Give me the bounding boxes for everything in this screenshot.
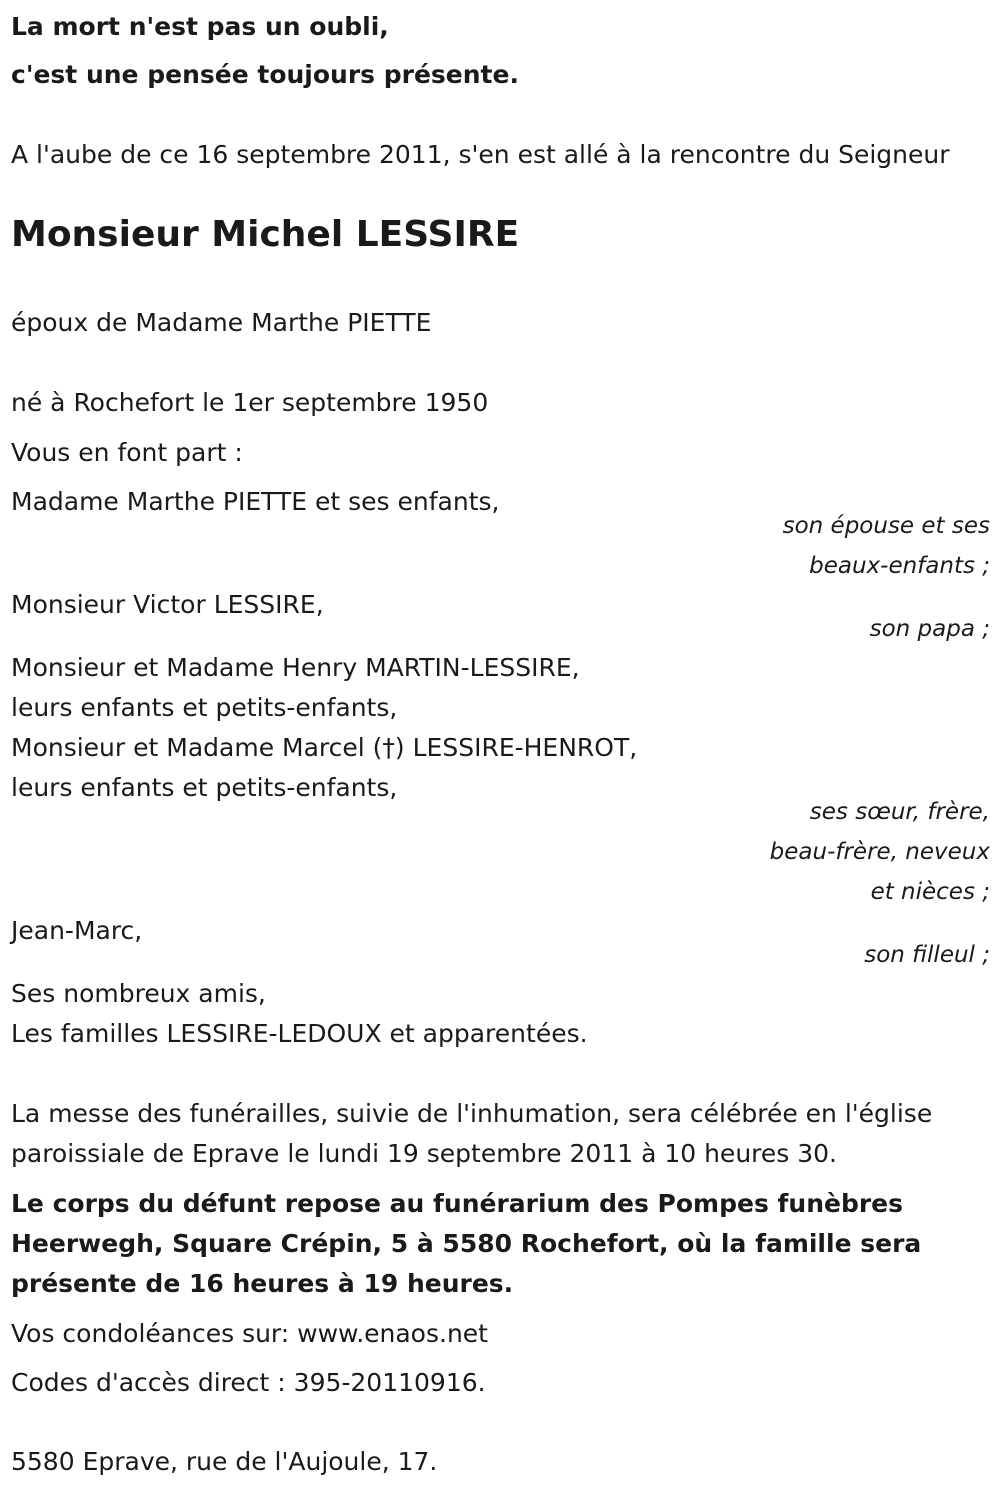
- family-father: Monsieur Victor LESSIRE,: [11, 590, 324, 619]
- family-relatives: Les familles LESSIRE-LEDOUX et apparentées.: [11, 1019, 588, 1048]
- relation-spouse-1: son épouse et ses: [782, 513, 990, 539]
- intro-text: A l'aube de ce 16 septembre 2011, s'en est allé à la rencontre du Seigneur: [11, 140, 950, 169]
- relation-siblings-2: beau-frère, neveux: [769, 839, 990, 865]
- family-sibling-1: Monsieur et Madame Henry MARTIN-LESSIRE,: [11, 653, 580, 682]
- address-line: 5580 Eprave, rue de l'Aujoule, 17.: [11, 1447, 438, 1476]
- condolences-line: Vos condoléances sur: www.enaos.net: [11, 1319, 488, 1348]
- deceased-name: Monsieur Michel LESSIRE: [11, 214, 520, 255]
- family-sibling-1-children: leurs enfants et petits-enfants,: [11, 693, 398, 722]
- announce-line: Vous en font part :: [11, 438, 243, 467]
- relation-siblings-1: ses sœur, frère,: [809, 799, 990, 825]
- epitaph-line-1: La mort n'est pas un oubli,: [11, 12, 389, 41]
- relation-father: son papa ;: [869, 616, 990, 642]
- relation-siblings-3: et nièces ;: [870, 879, 990, 905]
- spouse-line: époux de Madame Marthe PIETTE: [11, 308, 432, 337]
- family-friends: Ses nombreux amis,: [11, 979, 266, 1008]
- funeral-mass-line-1: La messe des funérailles, suivie de l'inhumation, sera célébrée en l'église: [11, 1099, 933, 1128]
- family-sibling-2-children: leurs enfants et petits-enfants,: [11, 773, 398, 802]
- relation-godson: son filleul ;: [864, 942, 990, 968]
- access-codes-line: Codes d'accès direct : 395-20110916.: [11, 1368, 486, 1397]
- funeral-body-line-3: présente de 16 heures à 19 heures.: [11, 1269, 514, 1298]
- funeral-mass-line-2: paroissiale de Eprave le lundi 19 septembre 2011 à 10 heures 30.: [11, 1139, 838, 1168]
- funeral-body-line-2: Heerwegh, Square Crépin, 5 à 5580 Rochefort, où la famille sera: [11, 1229, 922, 1258]
- family-spouse-children: Madame Marthe PIETTE et ses enfants,: [11, 487, 500, 516]
- epitaph-line-2: c'est une pensée toujours présente.: [11, 60, 519, 89]
- funeral-body-line-1: Le corps du défunt repose au funérarium des Pompes funèbres: [11, 1189, 904, 1218]
- birth-line: né à Rochefort le 1er septembre 1950: [11, 388, 489, 417]
- family-sibling-2: Monsieur et Madame Marcel (†) LESSIRE-HENROT,: [11, 733, 638, 762]
- relation-spouse-2: beaux-enfants ;: [809, 553, 990, 579]
- family-godson: Jean-Marc,: [11, 916, 143, 945]
